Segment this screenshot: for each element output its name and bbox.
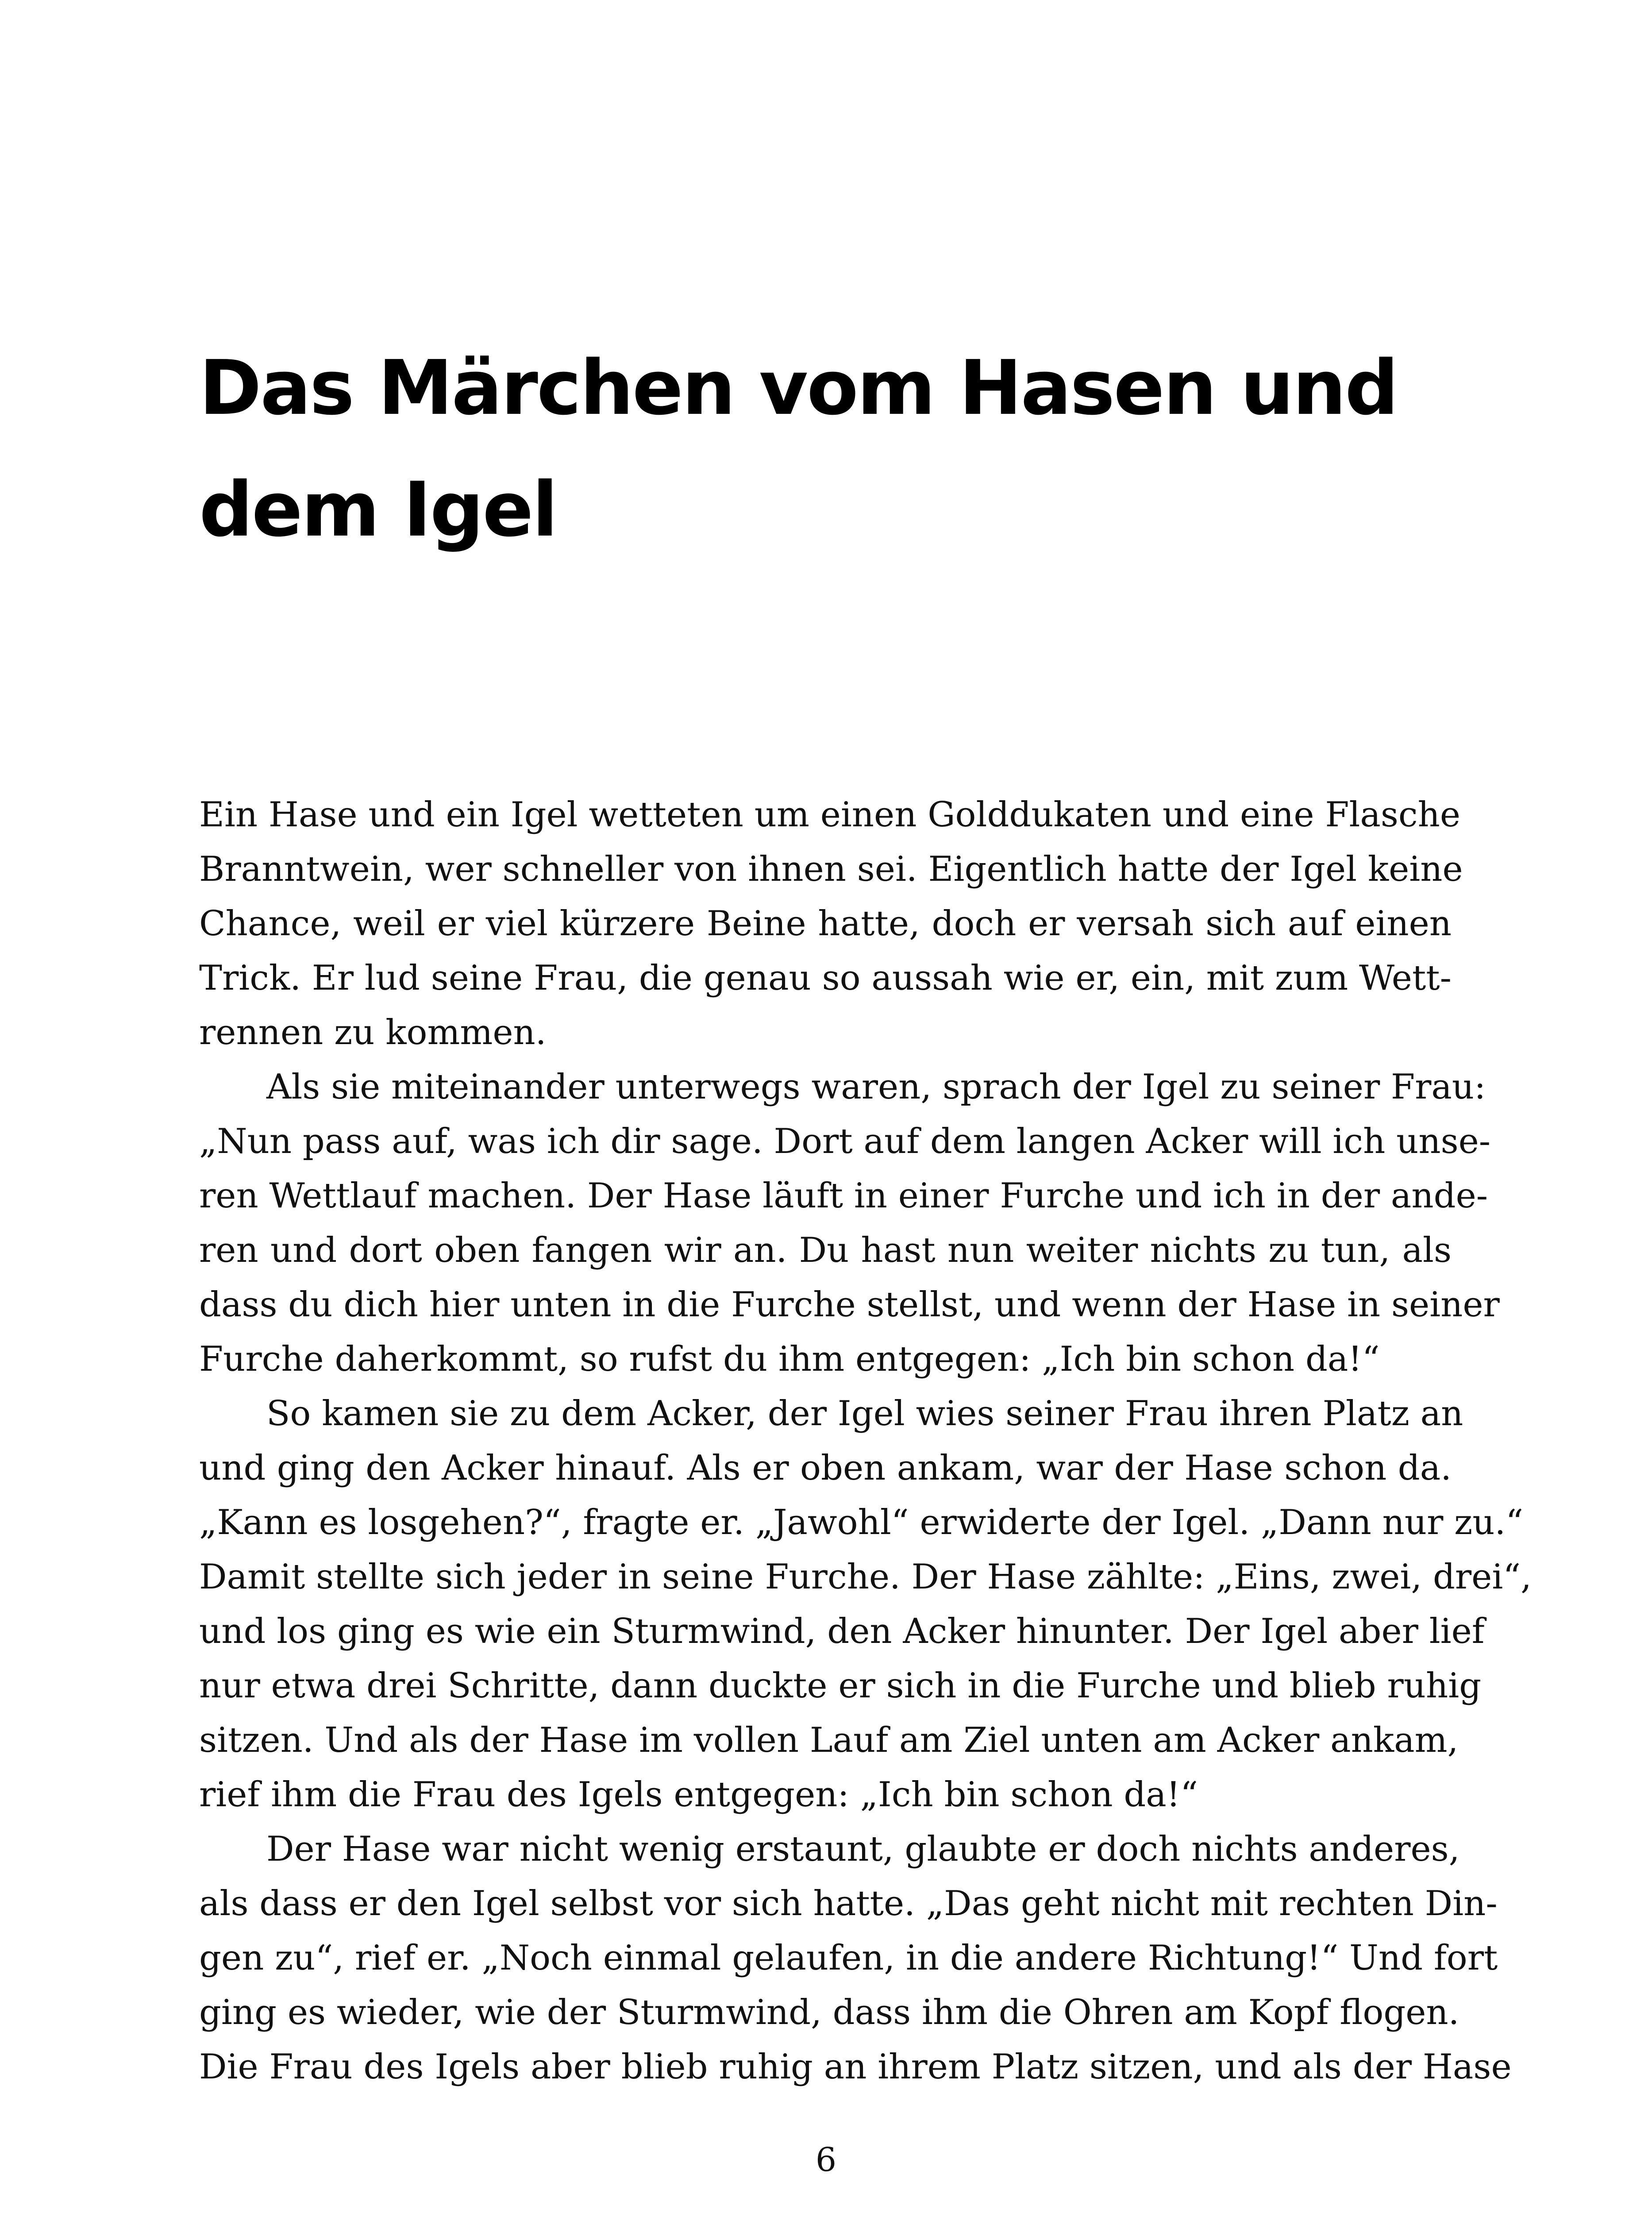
text-line: als dass er den Igel selbst vor sich hatte. „Das geht nicht mit rechten Din- <box>199 1884 1498 1924</box>
text-line: Damit stellte sich jeder in seine Furche. Der Hase zählte: „Eins, zwei, drei“, <box>199 1557 1532 1597</box>
text-line: Der Hase war nicht wenig erstaunt, glaubte er doch nichts anderes, <box>266 1829 1460 1869</box>
text-line: und ging den Acker hinauf. Als er oben ankam, war der Hase schon da. <box>199 1448 1452 1488</box>
text-line: Trick. Er lud seine Frau, die genau so aussah wie er, ein, mit zum Wett- <box>199 958 1452 998</box>
chapter-title-line-2: dem Igel <box>199 466 557 554</box>
text-line: rennen zu kommen. <box>199 1013 547 1053</box>
text-line: Branntwein, wer schneller von ihnen sei. Eigentlich hatte der Igel keine <box>199 849 1463 889</box>
text-line: Furche daherkommt, so rufst du ihm entgegen: „Ich bin schon da!“ <box>199 1339 1380 1379</box>
text-line: „Kann es losgehen?“, fragte er. „Jawohl“ erwiderte der Igel. „Dann nur zu.“ <box>199 1503 1524 1542</box>
page-number: 6 <box>815 2141 837 2179</box>
text-line: ging es wieder, wie der Sturmwind, dass ihm die Ohren am Kopf flogen. <box>199 1993 1459 2032</box>
story-text <box>199 788 1532 2094</box>
text-line: sitzen. Und als der Hase im vollen Lauf am Ziel unten am Acker ankam, <box>199 1720 1459 1760</box>
text-line: dass du dich hier unten in die Furche stellst, und wenn der Hase in seiner <box>199 1285 1500 1325</box>
text-line: und los ging es wie ein Sturmwind, den Acker hinunter. Der Igel aber lief <box>199 1612 1485 1651</box>
text-line: gen zu“, rief er. „Noch einmal gelaufen, in die andere Richtung!“ Und fort <box>199 1938 1498 1978</box>
text-line: Chance, weil er viel kürzere Beine hatte, doch er versah sich auf einen <box>199 904 1452 944</box>
text-line: Als sie miteinander unterwegs waren, sprach der Igel zu seiner Frau: <box>266 1067 1486 1107</box>
text-line: Die Frau des Igels aber blieb ruhig an ihrem Platz sitzen, und als der Hase <box>199 2047 1512 2087</box>
text-line: nur etwa drei Schritte, dann duckte er sich in die Furche und blieb ruhig <box>199 1666 1482 1706</box>
text-line: Ein Hase und ein Igel wetteten um einen Golddukaten und eine Flasche <box>199 795 1461 835</box>
chapter-title <box>199 328 1483 571</box>
text-line: rief ihm die Frau des Igels entgegen: „Ich bin schon da!“ <box>199 1775 1198 1815</box>
text-line: „Nun pass auf, was ich dir sage. Dort auf dem langen Acker will ich unse- <box>199 1122 1491 1161</box>
text-line: ren Wettlauf machen. Der Hase läuft in einer Furche und ich in der ande- <box>199 1176 1488 1216</box>
chapter-title-line-1: Das Märchen vom Hasen und <box>199 344 1398 432</box>
text-line: So kamen sie zu dem Acker, der Igel wies seiner Frau ihren Platz an <box>266 1394 1463 1434</box>
text-line: ren und dort oben fangen wir an. Du hast nun weiter nichts zu tun, als <box>199 1230 1452 1270</box>
